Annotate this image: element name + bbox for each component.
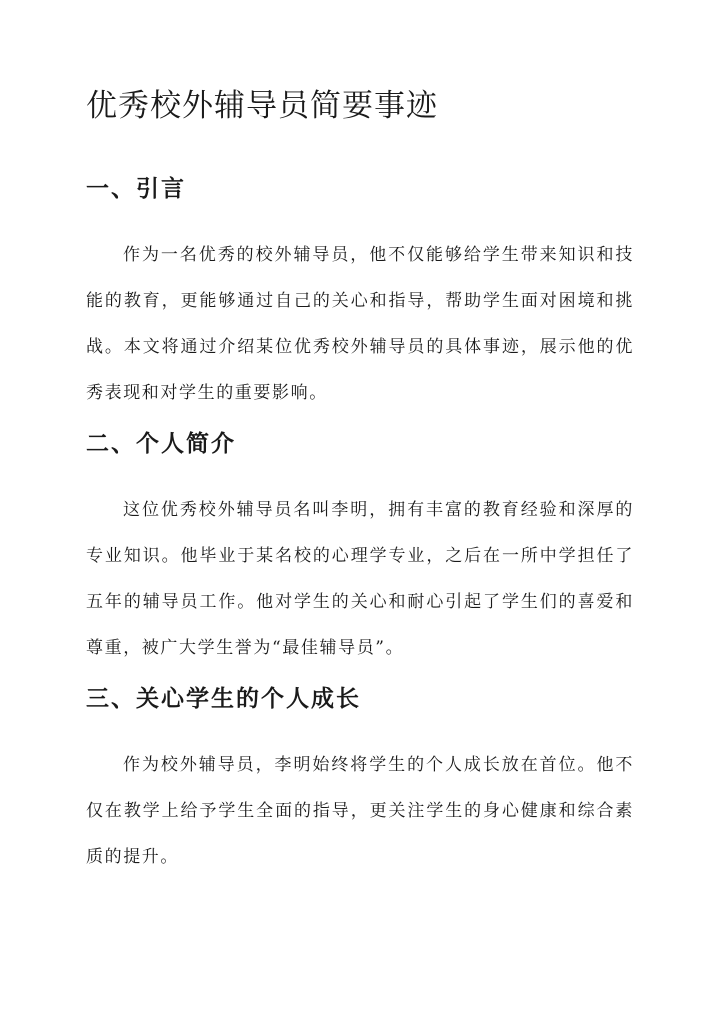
- document-title: 优秀校外辅导员简要事迹: [86, 88, 438, 124]
- section-paragraph-student-growth: 作为校外辅导员，李明始终将学生的个人成长放在首位。他不仅在教学上给予学生全面的指导，更关注学生的身心健康和综合素质的提升。: [86, 755, 634, 867]
- section-heading-student-growth: 三、关心学生的个人成长: [86, 685, 361, 712]
- section-paragraph-introduction: 作为一名优秀的校外辅导员，他不仅能够给学生带来知识和技能的教育，更能够通过自己的关心和指导，帮助学生面对困境和挑战。本文将通过介绍某位优秀校外辅导员的具体事迹，展示他的优秀表现和对学生的重要影响。: [86, 245, 634, 403]
- section-heading-profile: 二、个人简介: [86, 430, 236, 457]
- section-heading-introduction: 一、引言: [86, 175, 186, 202]
- section-paragraph-profile: 这位优秀校外辅导员名叫李明，拥有丰富的教育经验和深厚的专业知识。他毕业于某名校的心理学专业，之后在一所中学担任了五年的辅导员工作。他对学生的关心和耐心引起了学生们的喜爱和尊重，被广大学生誉为“最佳辅导员”。: [86, 500, 634, 658]
